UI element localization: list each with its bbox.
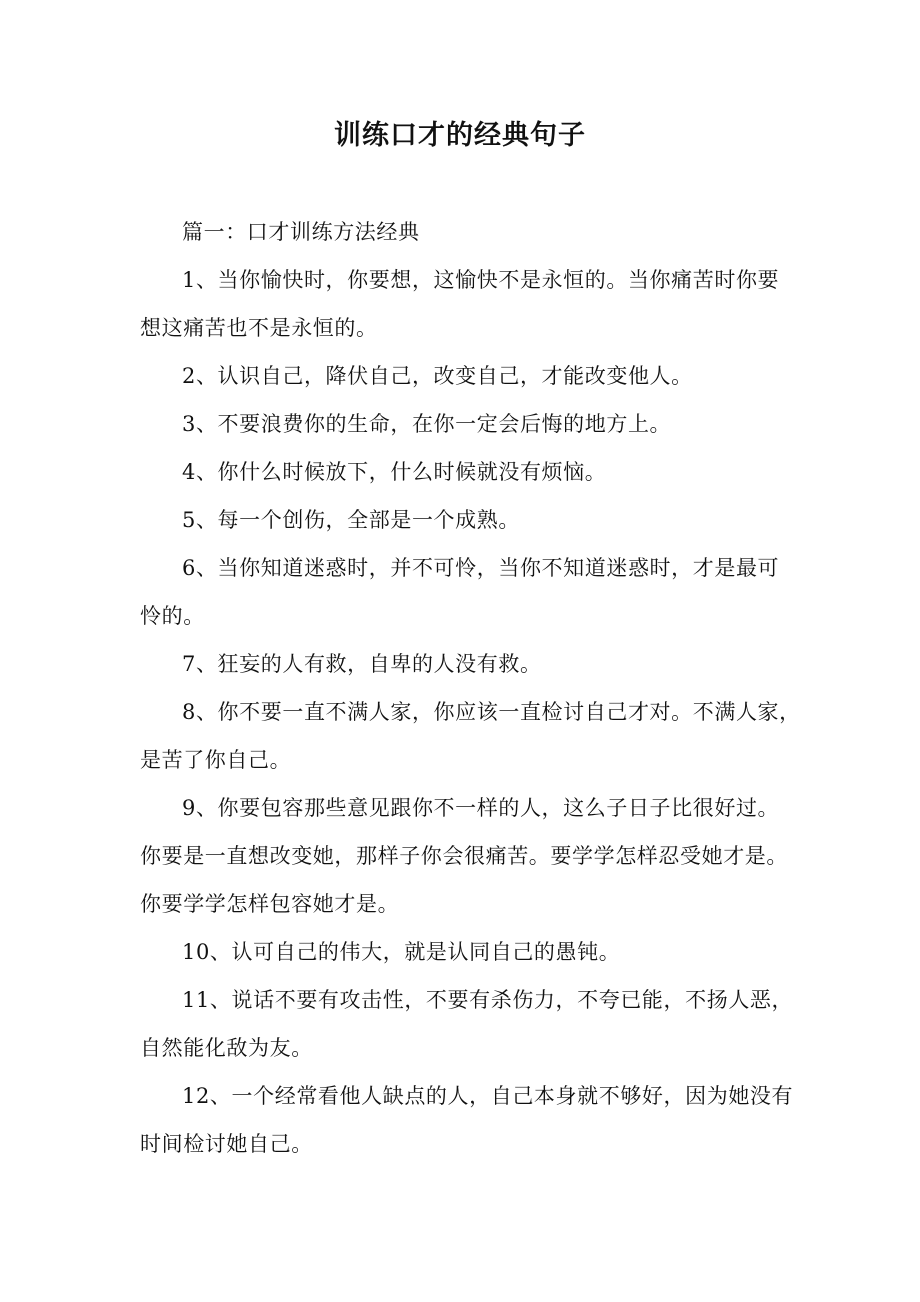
- paragraph: [140, 976, 794, 1072]
- text-line: 怜的。: [140, 604, 205, 628]
- paragraph: [140, 1072, 794, 1168]
- paragraph: [140, 544, 790, 640]
- text-line: 自然能化敌为友。: [140, 1036, 313, 1060]
- paragraph: [140, 352, 790, 400]
- text-line: 3、不要浪费你的生命，在你一定会后悔的地方上。: [182, 412, 672, 436]
- text-line: 你要是一直想改变她，那样子你会很痛苦。要学学怎样忍受她才是。: [140, 844, 788, 868]
- text-line: 9、你要包容那些意见跟你不一样的人，这么子日子比很好过。: [182, 796, 780, 820]
- text-line: 6、当你知道迷惑时，并不可怜，当你不知道迷惑时，才是最可: [182, 556, 780, 580]
- section-heading: [140, 208, 790, 256]
- text-line: 篇一：口才训练方法经典: [182, 220, 420, 244]
- paragraph: [140, 256, 790, 352]
- paragraph: [140, 640, 790, 688]
- text-line: 8、你不要一直不满人家，你应该一直检讨自己才对。不满人家，: [182, 700, 801, 724]
- paragraph: [140, 400, 790, 448]
- paragraph: [140, 784, 790, 928]
- paragraph: [140, 688, 801, 784]
- text-line: 2、认识自己，降伏自己，改变自己，才能改变他人。: [182, 364, 693, 388]
- text-line: 7、狂妄的人有救，自卑的人没有救。: [182, 652, 542, 676]
- paragraph: [140, 496, 790, 544]
- text-line: 10、认可自己的伟大，就是认同自己的愚钝。: [182, 940, 621, 964]
- text-line: 12、一个经常看他人缺点的人，自己本身就不够好，因为她没有: [182, 1084, 794, 1108]
- text-line: 你要学学怎样包容她才是。: [140, 892, 400, 916]
- text-line: 4、你什么时候放下，什么时候就没有烦恼。: [182, 460, 607, 484]
- paragraph: [140, 448, 790, 496]
- text-line: 是苦了你自己。: [140, 748, 292, 772]
- text-line: 1、当你愉快时，你要想，这愉快不是永恒的。当你痛苦时你要: [182, 268, 780, 292]
- document-title: 训练口才的经典句子: [334, 120, 586, 151]
- paragraph: [140, 928, 790, 976]
- text-line: 5、每一个创伤，全部是一个成熟。: [182, 508, 520, 532]
- document-body: [140, 208, 801, 1168]
- text-line: 想这痛苦也不是永恒的。: [140, 316, 378, 340]
- text-line: 时间检讨她自己。: [140, 1132, 313, 1156]
- text-line: 11、说话不要有攻击性，不要有杀伤力，不夸已能，不扬人恶，: [182, 988, 794, 1012]
